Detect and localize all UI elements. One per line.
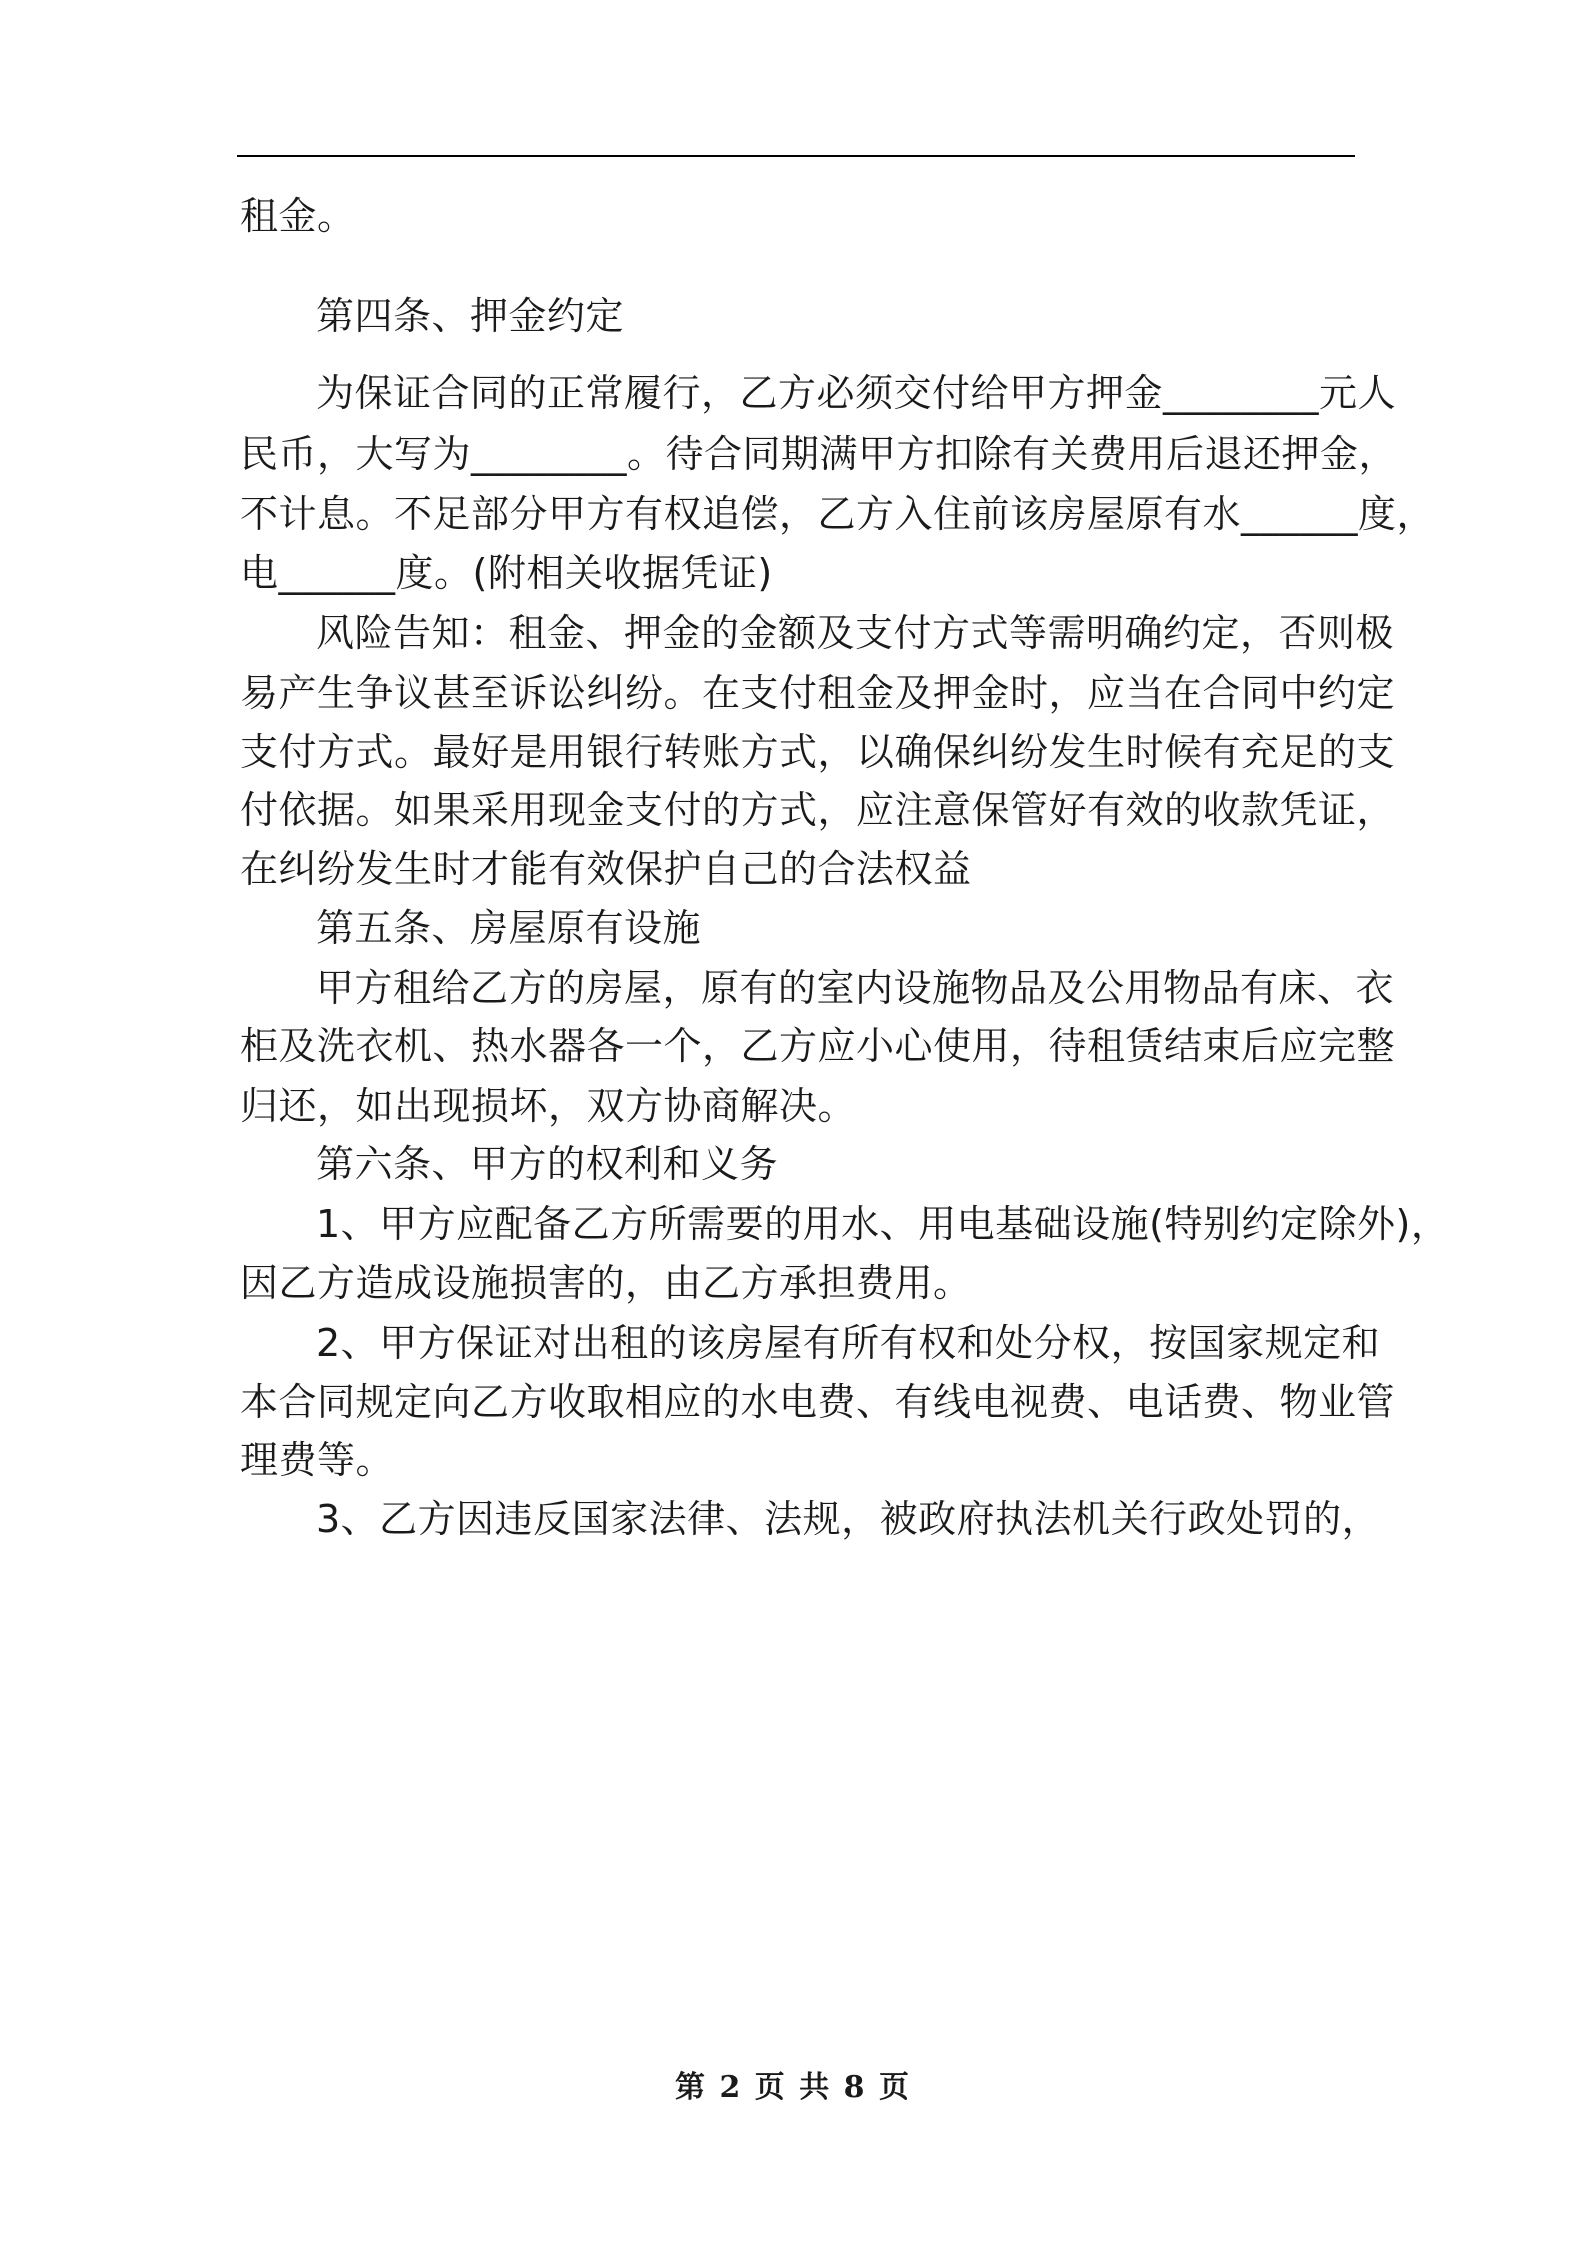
- section-heading: 第五条、房屋原有设施: [316, 906, 702, 950]
- text-line: 归还，如出现损坏，双方协商解决。: [240, 1084, 857, 1128]
- section-heading: 第六条、甲方的权利和义务: [316, 1142, 779, 1186]
- text-line: 因乙方造成设施损害的，由乙方承担费用。: [240, 1261, 972, 1305]
- text-line: 甲方租给乙方的房屋，原有的室内设施物品及公用物品有床、衣: [316, 966, 1395, 1010]
- text-line: 租金。: [240, 194, 356, 238]
- text-line: 支付方式。最好是用银行转账方式，以确保纠纷发生时候有充足的支: [240, 730, 1396, 774]
- text-line: 不计息。不足部分甲方有权追偿，乙方入住前该房屋原有水______度，: [240, 492, 1436, 536]
- text-line: 理费等。: [240, 1438, 395, 1482]
- section-heading: 第四条、押金约定: [316, 294, 625, 338]
- text-line: 为保证合同的正常履行，乙方必须交付给甲方押金________元人: [316, 371, 1397, 415]
- text-line: 易产生争议甚至诉讼纠纷。在支付租金及押金时，应当在合同中约定: [240, 671, 1396, 715]
- text-line: 在纠纷发生时才能有效保护自己的合法权益: [240, 847, 972, 891]
- text-line: 3、乙方因违反国家法律、法规，被政府执法机关行政处罚的，: [316, 1497, 1381, 1541]
- text-line: 1、甲方应配备乙方所需要的用水、用电基础设施(特别约定除外)，: [316, 1202, 1450, 1246]
- page-number-footer: 第 2 页 共 8 页: [675, 2070, 911, 2105]
- text-line: 本合同规定向乙方收取相应的水电费、有线电视费、电话费、物业管: [240, 1380, 1396, 1424]
- text-line: 柜及洗衣机、热水器各一个，乙方应小心使用，待租赁结束后应完整: [240, 1024, 1396, 1068]
- text-line: 2、甲方保证对出租的该房屋有所有权和处分权，按国家规定和: [316, 1321, 1381, 1365]
- header-rule: [237, 155, 1355, 157]
- text-line: 风险告知：租金、押金的金额及支付方式等需明确约定，否则极: [316, 611, 1395, 655]
- text-line: 付依据。如果采用现金支付的方式，应注意保管好有效的收款凭证，: [240, 788, 1396, 832]
- text-line: 民币，大写为________。待合同期满甲方扣除有关费用后退还押金，: [240, 432, 1398, 476]
- text-line: 电______度。(附相关收据凭证): [240, 551, 773, 595]
